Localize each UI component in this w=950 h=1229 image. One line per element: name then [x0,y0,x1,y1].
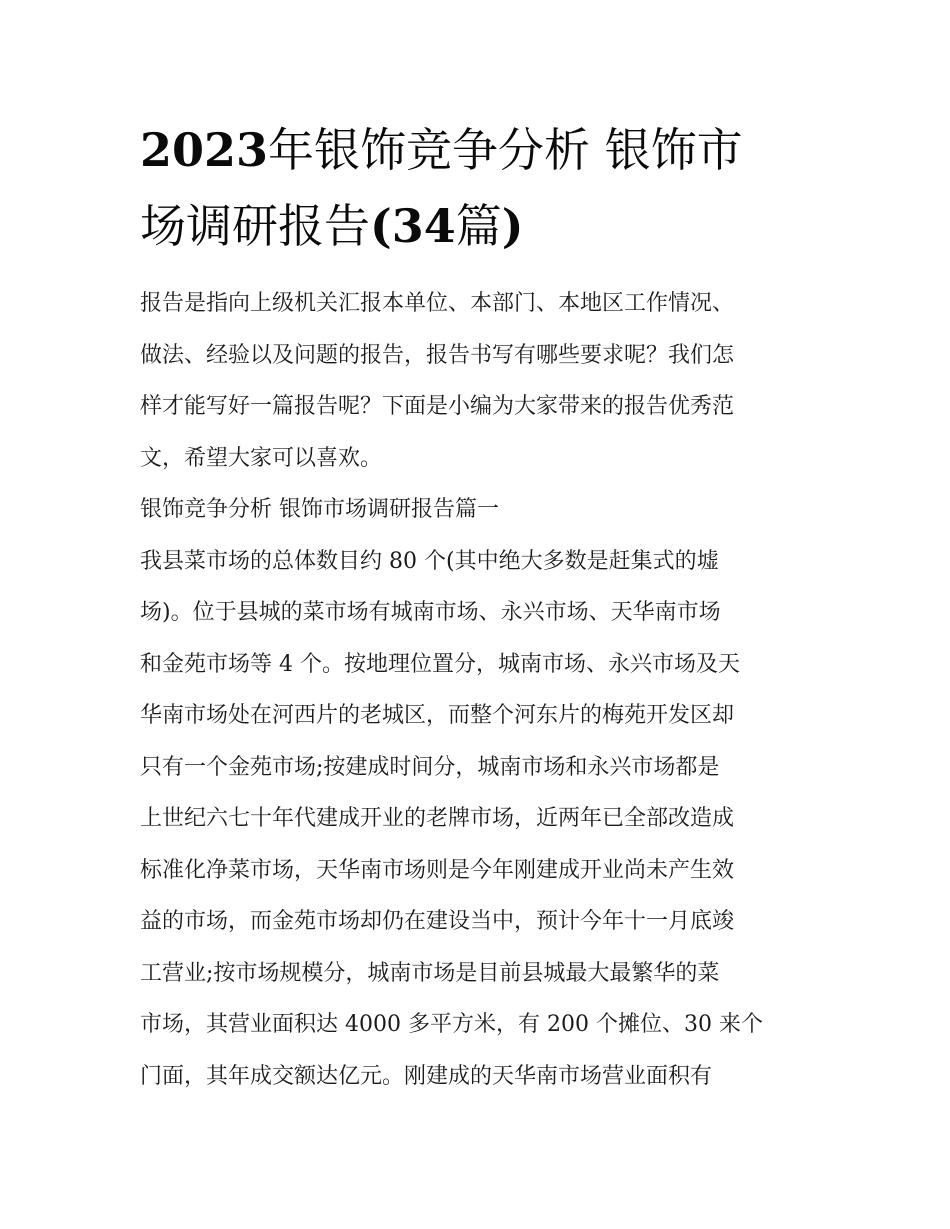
title-line-1-text: 年银饰竞争分析 银饰市 [268,123,743,177]
body-line: 门面，其年成交额达亿元。刚建成的天华南市场营业面积有 [140,1063,713,1089]
body-line: 样才能写好一篇报告呢？下面是小编为大家带来的报告优秀范 [140,394,735,419]
body-line: 和金苑市场等 4 个。按地理位置分，城南市场、永兴市场及天 [140,651,740,677]
body-line: 做法、经验以及问题的报告，报告书写有哪些要求呢？我们怎 [140,342,735,368]
body-line: 上世纪六七十年代建成开业的老牌市场，近两年已全部改造成 [140,806,735,831]
title-line-1-year: 2023 [140,123,269,177]
body-line: 工营业;按市场规模分，城南市场是目前县城最大最繁华的菜 [140,960,720,986]
body-line: 报告是指向上级机关汇报本单位、本部门、本地区工作情况、 [140,291,735,316]
title-line-2 [140,188,820,264]
title-line-2-count: (34 [370,199,456,253]
body-line: 益的市场，而金苑市场却仍在建设当中，预计今年十一月底竣 [140,909,735,934]
body-line: 只有一个金苑市场;按建成时间分，城南市场和永兴市场都是 [140,754,720,780]
title-line-2-text: 场调研报告 [140,199,370,253]
body-line: 华南市场处在河西片的老城区，而整个河东片的梅苑开发区却 [140,703,735,728]
body-line: 文，希望大家可以喜欢。 [140,445,383,471]
section-heading: 银饰竞争分析 银饰市场调研报告篇一 [140,497,499,522]
body-line: 场)。位于县城的菜市场有城南市场、永兴市场、天华南市场 [140,600,721,625]
body-line: 市场，其营业面积达 4000 多平方米，有 200 个摊位、30 来个 [140,1012,763,1037]
document-body [140,278,820,1102]
body-line: 我县菜市场的总体数目约 80 个(其中绝大多数是赶集式的墟 [140,548,719,574]
title-line-2-close: ) [501,199,524,253]
body-line: 标准化净菜市场，天华南市场则是今年刚建成开业尚未产生效 [140,857,735,883]
document-title [140,112,820,264]
title-line-1 [140,112,820,188]
title-line-2-unit: 篇 [455,199,502,253]
